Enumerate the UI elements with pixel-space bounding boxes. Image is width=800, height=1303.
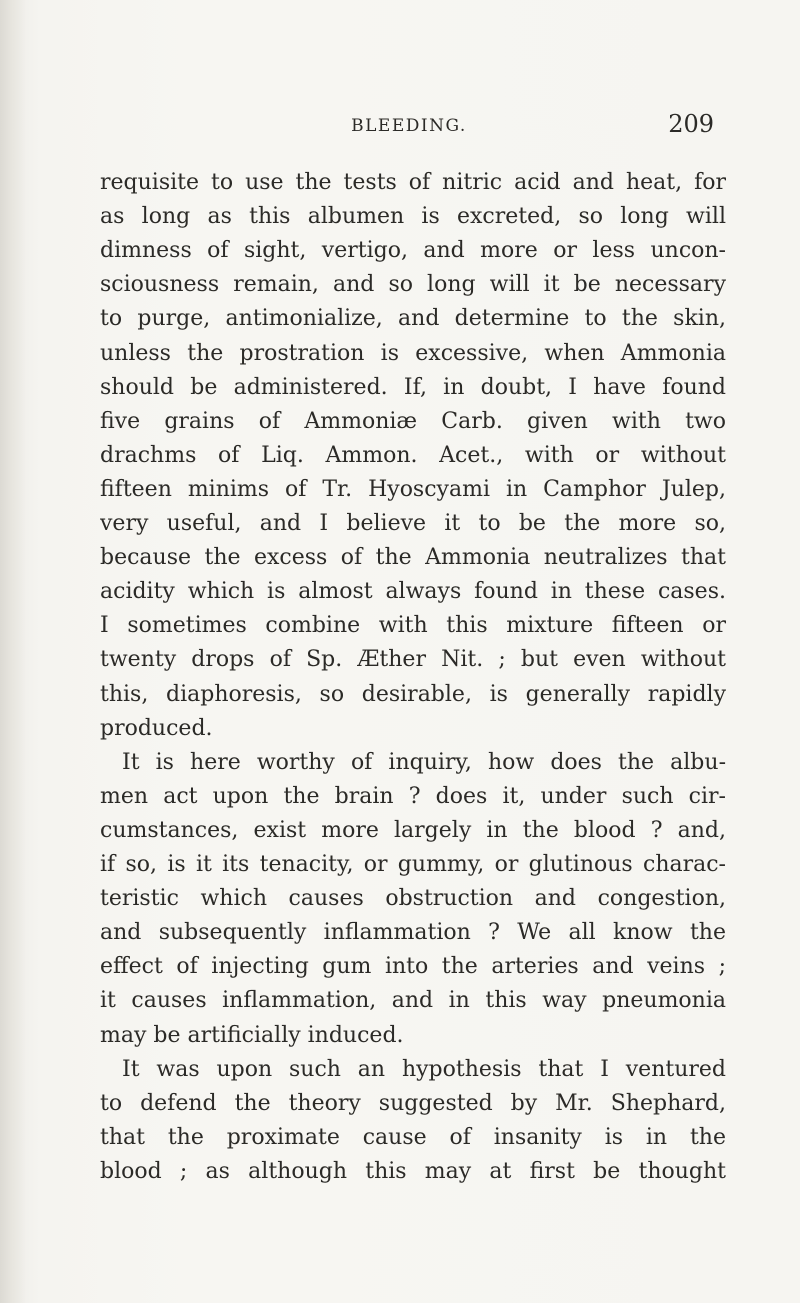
text-line: sciousness remain, and so long will it be necessary [100,272,726,298]
text-line: fifteen minims of Tr. Hyoscyami in Camphor Julep, [100,476,726,502]
text-line: It is here worthy of inquiry, how does the albu- [122,749,726,775]
text-line: very useful, and I believe it to be the more so, [100,511,726,536]
text-line: to defend the theory suggested by Mr. Shephard, [100,1090,726,1116]
text-line: five grains of Ammoniæ Carb. given with two [100,408,726,434]
text-line: teristic which causes obstruction and congestion, [100,886,726,912]
text-line: blood ; as although this may at first be thought [100,1158,726,1184]
text-line: twenty drops of Sp. Æther Nit. ; but even without [100,647,726,673]
text-line: dimness of sight, vertigo, and more or less uncon- [100,238,726,264]
page-number: 209 [668,110,714,138]
text-line: It was upon such an hypothesis that I ventured [122,1056,726,1082]
text-line: effect of injecting gum into the arteries and veins ; [100,954,726,980]
text-line: drachms of Liq. Ammon. Acet., with or without [100,442,726,468]
text-line: because the excess of the Ammonia neutralizes that [100,545,726,571]
page-gutter-shadow [0,0,26,1303]
text-line: and subsequently inflammation ? We all know the [100,920,726,946]
text-line: produced. [100,715,213,741]
text-line: as long as this albumen is excreted, so long will [100,204,726,230]
text-line: this, diaphoresis, so desirable, is generally rapidly [100,681,726,707]
text-line: men act upon the brain ? does it, under such cir- [100,783,726,809]
text-line: requisite to use the tests of nitric acid and heat, for [100,170,726,195]
text-line: I sometimes combine with this mixture fifteen or [100,613,726,639]
text-line: if so, is it its tenacity, or gummy, or glutinous charac- [100,852,726,877]
page-header [0,112,800,142]
text-line: it causes inflammation, and in this way pneumonia [100,988,726,1014]
text-line: should be administered. If, in doubt, I have found [100,374,726,400]
running-head: BLEEDING. [351,116,467,136]
text-line: may be artificially induced. [100,1022,404,1048]
text-line: acidity which is almost always found in these cases. [100,579,726,605]
text-line: to purge, antimonialize, and determine to the skin, [100,306,726,332]
text-line: that the proximate cause of insanity is in the [100,1124,726,1150]
text-line: unless the prostration is excessive, when Ammonia [100,340,726,366]
text-line: cumstances, exist more largely in the blood ? and, [100,817,726,843]
